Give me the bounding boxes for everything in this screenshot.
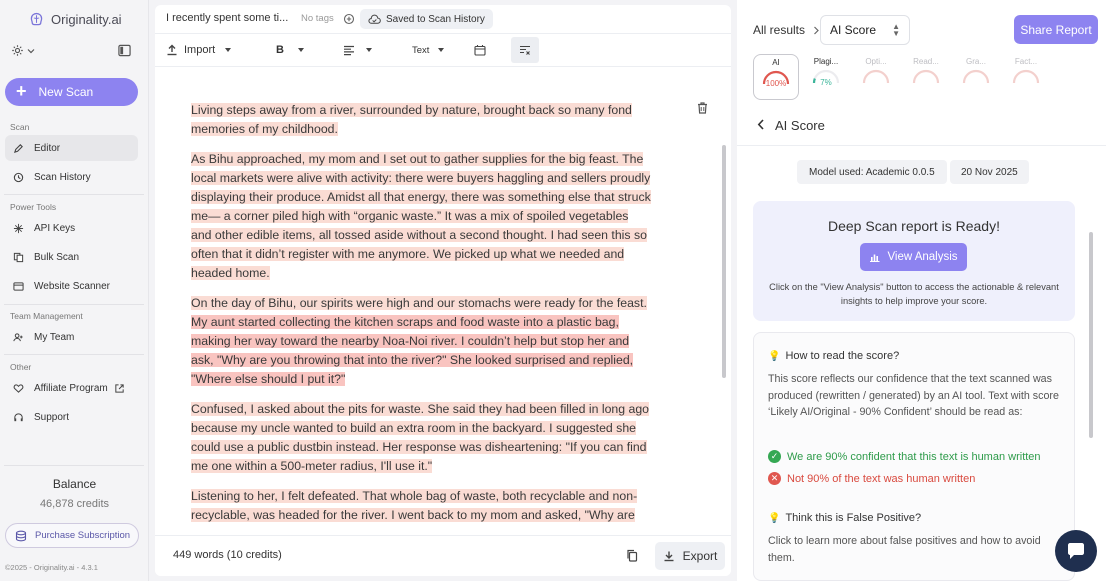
view-analysis-label: View Analysis xyxy=(887,251,958,263)
gauge-track xyxy=(864,71,888,83)
copyright: ©2025 - Originality.ai - 4.3.1 xyxy=(5,563,98,572)
settings-menu[interactable] xyxy=(11,44,35,57)
align-left-icon xyxy=(343,45,355,56)
bold-label: B xyxy=(276,44,284,56)
share-report-button[interactable]: Share Report xyxy=(1014,15,1098,44)
false-positive-heading xyxy=(768,512,921,524)
divider xyxy=(4,354,144,355)
team-icon xyxy=(13,332,24,343)
results-title: AI Score xyxy=(775,118,825,133)
section-power-tools: Power Tools xyxy=(10,202,57,212)
add-tag-button[interactable] xyxy=(343,12,355,30)
bold-button[interactable] xyxy=(276,41,304,59)
export-label: Export xyxy=(682,549,718,563)
chat-icon xyxy=(1066,542,1086,560)
key-icon xyxy=(13,223,24,234)
results-scrollbar[interactable] xyxy=(1089,232,1093,438)
document-paragraph[interactable] xyxy=(191,150,651,283)
breadcrumb xyxy=(753,23,820,37)
score-gauges xyxy=(752,54,1092,102)
how-to-read-card xyxy=(753,332,1075,581)
sidebar xyxy=(0,0,149,581)
how-to-read-title: How to read the score? xyxy=(785,350,900,362)
sidebar-item-label: Editor xyxy=(34,142,61,154)
document-title[interactable]: I recently spent some ti... xyxy=(166,12,289,24)
results-header xyxy=(757,118,825,133)
plus-circle-icon xyxy=(343,13,355,25)
database-icon xyxy=(15,530,27,542)
chevron-down-icon xyxy=(27,47,35,55)
clear-format-icon xyxy=(519,45,531,56)
divider xyxy=(155,33,731,34)
score-gauge-plagi[interactable] xyxy=(803,54,849,100)
how-to-read-heading xyxy=(768,350,899,362)
highlighted-text: Living steps away from a river, surrounded by nature, brought back so many fond memories of my childhood. xyxy=(191,103,632,136)
section-team: Team Management xyxy=(10,311,83,321)
text-style-select[interactable] xyxy=(412,41,444,59)
new-scan-label: New Scan xyxy=(38,85,94,99)
sidebar-item-my-team[interactable] xyxy=(5,324,138,350)
sidebar-item-label: API Keys xyxy=(34,222,76,234)
collapse-sidebar-button[interactable] xyxy=(118,44,131,62)
confidence-bad-row xyxy=(768,472,975,485)
website-icon xyxy=(13,281,24,292)
sidebar-item-editor[interactable] xyxy=(5,135,138,161)
chevron-down-icon xyxy=(438,48,444,52)
sidebar-item-affiliate-program[interactable] xyxy=(5,375,138,401)
editor-footer xyxy=(155,535,731,576)
sidebar-item-label: Affiliate Program xyxy=(34,382,108,394)
copy-icon xyxy=(626,549,638,562)
word-count: 449 words (10 credits) xyxy=(173,549,282,561)
updown-chevron-icon: ▲ ▼ xyxy=(892,22,900,38)
chevron-down-icon xyxy=(298,48,304,52)
import-label: Import xyxy=(184,44,216,56)
gauge-arc xyxy=(961,67,991,85)
sidebar-item-bulk-scan[interactable] xyxy=(5,244,138,270)
score-gauge-ai[interactable] xyxy=(753,54,799,100)
document-paragraph[interactable] xyxy=(191,101,651,139)
score-gauge-read[interactable] xyxy=(903,54,949,100)
purchase-subscription-button[interactable] xyxy=(5,523,139,548)
divider xyxy=(155,66,731,67)
back-button[interactable] xyxy=(757,118,765,133)
gauge-label: Read... xyxy=(913,57,939,66)
date-badge: 20 Nov 2025 xyxy=(950,160,1029,184)
sidebar-toggle-icon xyxy=(118,44,131,57)
calendar-button[interactable] xyxy=(474,41,486,59)
gauge-track xyxy=(964,71,988,83)
export-button[interactable] xyxy=(655,542,725,570)
gauge-arc xyxy=(861,67,891,85)
lightbulb-icon: 💡 xyxy=(768,512,781,524)
gauge-track xyxy=(1014,71,1038,83)
gauge-arc xyxy=(1011,67,1041,85)
purchase-label: Purchase Subscription xyxy=(35,530,131,541)
calendar-icon xyxy=(474,45,486,56)
how-to-read-text: This score reflects our confidence that the text scanned was produced (rewritten / generated) by an AI tool. Text with score ‘Likely AI/Original - 90% Confident’ should be read as: xyxy=(768,373,1059,418)
sidebar-item-label: Website Scanner xyxy=(34,280,110,292)
text-style-label: Text xyxy=(412,44,430,56)
history-icon xyxy=(13,172,24,183)
lightbulb-icon: 💡 xyxy=(768,350,781,362)
saved-status-badge xyxy=(360,9,493,29)
brain-logo-icon xyxy=(28,11,45,28)
score-gauge-gra[interactable] xyxy=(953,54,999,100)
import-button[interactable] xyxy=(166,41,231,59)
chevron-down-icon xyxy=(225,48,231,52)
model-badge: Model used: Academic 0.0.5 xyxy=(797,160,947,184)
new-scan-button[interactable] xyxy=(5,78,138,106)
divider xyxy=(737,145,1106,146)
confidence-good-text: We are 90% confident that this text is human written xyxy=(787,450,1041,463)
sidebar-item-label: Support xyxy=(34,411,70,423)
delete-button[interactable] xyxy=(697,101,708,119)
highlighted-text: As Bihu approached, my mom and I set out to gather supplies for the big feast. The local markets were alive with activity: there were buyers haggling and sellers proudly displaying their produce. Amidst all that energy, there was something else that struck me— a corner piled high with “organic waste.” It was a mix of spoiled vegetables and other edible items, all tossed aside without a second thought. I had seen this so often that it didn’t register with me anymore. We picked up what we needed and headed home. xyxy=(191,152,651,280)
x-icon: ✕ xyxy=(768,472,781,485)
bar-chart-icon xyxy=(869,252,880,262)
pencil-icon xyxy=(13,143,24,154)
highlighted-text: My aunt started collecting the kitchen scraps and food waste into a plastic bag, making her way toward the nearby Noa-Noi river. I couldn’t help but stop her and ask, "Why are you throwing that into the river?" She looked surprised and replied, "Where else should I put it?" xyxy=(191,315,634,386)
result-type-value: AI Score xyxy=(830,23,877,37)
balance-value: 46,878 credits xyxy=(39,498,110,510)
document-paragraph[interactable] xyxy=(191,400,651,476)
trash-icon xyxy=(697,102,708,114)
document-content[interactable] xyxy=(191,101,651,536)
deep-scan-title: Deep Scan report is Ready! xyxy=(828,218,1000,234)
score-gauge-fact[interactable] xyxy=(1003,54,1049,100)
tags-label[interactable]: No tags xyxy=(301,13,334,24)
sidebar-item-website-scanner[interactable] xyxy=(5,273,138,299)
confidence-good-row xyxy=(768,450,1041,463)
logo-text: Originality.ai xyxy=(51,12,122,27)
document-paragraph[interactable] xyxy=(191,294,651,389)
sidebar-item-support[interactable] xyxy=(5,404,138,430)
sidebar-item-label: Bulk Scan xyxy=(34,251,80,263)
gauge-arc xyxy=(911,67,941,85)
gauge-fill xyxy=(814,79,815,83)
gauge-label: Fact... xyxy=(1014,57,1038,66)
gauge-track xyxy=(914,71,938,83)
result-type-select[interactable] xyxy=(820,15,910,45)
bulk-icon xyxy=(13,252,24,263)
deep-scan-card xyxy=(753,201,1075,321)
gauge-value: 7% xyxy=(820,78,832,87)
gauge-label: Gra... xyxy=(965,57,986,66)
false-positive-title: Think this is False Positive? xyxy=(785,512,922,524)
false-positive-text[interactable]: Click to learn more about false positives and how to avoid them. xyxy=(768,535,1041,564)
editor-panel xyxy=(155,5,731,576)
divider xyxy=(4,194,144,195)
external-link-icon xyxy=(114,383,125,394)
chevron-down-icon xyxy=(366,48,372,52)
section-other: Other xyxy=(10,362,32,372)
highlighted-text: Listening to her, I felt defeated. That whole bag of waste, both recyclable and non-recyclable, was headed for the river. I went back to my mom and asked, "Why are xyxy=(191,489,638,522)
gauge-label: AI xyxy=(772,58,780,67)
chevron-right-icon xyxy=(813,26,820,35)
score-gauge-opti[interactable] xyxy=(853,54,899,100)
document-paragraph[interactable] xyxy=(191,487,651,525)
results-panel xyxy=(737,0,1106,581)
plus-icon: + xyxy=(16,81,27,101)
gauge-label: Plagi... xyxy=(813,57,839,66)
sidebar-top-controls xyxy=(11,44,131,60)
saved-status-text: Saved to Scan History xyxy=(386,13,485,25)
highlighted-text: Confused, I asked about the pits for waste. She said they had been filled in long ago because my uncle wanted to build an extra room in the backyard. I suggested she could use a public dustbin instead. Her response was disheartening: "If you can find me one within a 500-meter radius, I'll use it." xyxy=(191,402,650,473)
view-analysis-button[interactable] xyxy=(860,243,967,271)
support-icon xyxy=(13,412,24,423)
gauge-label: Opti... xyxy=(865,57,887,66)
copy-button[interactable] xyxy=(626,549,638,567)
upload-icon xyxy=(166,44,178,56)
download-icon xyxy=(663,550,675,562)
align-button[interactable] xyxy=(343,41,372,59)
gear-icon xyxy=(11,44,24,57)
balance-label: Balance xyxy=(52,477,97,491)
cloud-check-icon xyxy=(368,14,381,25)
sidebar-item-scan-history[interactable] xyxy=(5,164,138,190)
divider xyxy=(4,304,144,305)
confidence-bad-text: Not 90% of the text was human written xyxy=(787,472,976,485)
sidebar-item-label: My Team xyxy=(34,331,75,343)
sidebar-item-label: Scan History xyxy=(34,171,91,183)
logo[interactable] xyxy=(28,11,122,28)
highlighted-text: On the day of Bihu, our spirits were high and our stomachs were ready for the feast. xyxy=(191,296,647,310)
section-scan: Scan xyxy=(10,122,30,132)
formatting-toolbar xyxy=(155,35,731,65)
gauge-value: 100% xyxy=(765,79,787,88)
all-results-link[interactable]: All results xyxy=(753,23,806,37)
divider xyxy=(4,465,144,466)
deep-scan-description: Click on the "View Analysis" button to access the actionable & relevant insights to help improve your score. xyxy=(769,282,1059,306)
editor-scrollbar[interactable] xyxy=(722,145,726,378)
sidebar-item-api-keys[interactable] xyxy=(5,215,138,241)
chat-support-button[interactable] xyxy=(1055,530,1097,572)
heart-icon xyxy=(13,383,24,394)
chevron-left-icon xyxy=(757,119,765,130)
check-icon: ✓ xyxy=(768,450,781,463)
clear-format-button[interactable] xyxy=(511,37,539,63)
